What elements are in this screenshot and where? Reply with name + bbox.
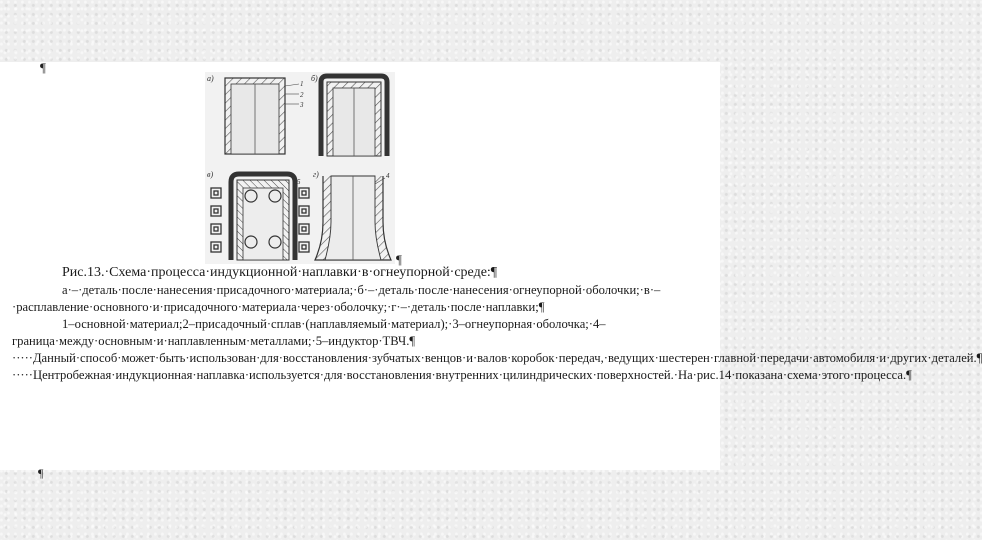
panel-d bbox=[313, 170, 391, 260]
callout-2: 2 bbox=[300, 91, 304, 99]
panel-a-label: а) bbox=[207, 74, 214, 83]
bottom-pilcrow: ¶ bbox=[38, 466, 44, 480]
panel-d-label: г) bbox=[313, 170, 319, 179]
document-text bbox=[12, 264, 982, 384]
callout-4: 4 bbox=[386, 172, 390, 180]
top-pilcrow: ¶ bbox=[40, 60, 46, 75]
figure-legend-parts: а·–·деталь·после·нанесения·присадочного·материала;·б·–·деталь·после·нанесения·огнеупорной·оболочки;·в·–·расплавление·основного·и·присадочного·материала·через·оболочку;·г·–·деталь·после·наплавки;¶ bbox=[12, 283, 661, 314]
figure-13-induction-cladding-scheme bbox=[205, 72, 395, 264]
figure-legend-numbers: 1–основной·материал;2–присадочный·сплав·(наплавляемый·материал);·3–огнеупорная·оболочка;·4–граница·между·основным·и·наплавленным·металлами;·5–индуктор·ТВЧ.¶ bbox=[12, 317, 606, 348]
figure-drawing bbox=[205, 72, 395, 264]
inductor-coils-right bbox=[299, 188, 309, 252]
panel-c-label: в) bbox=[207, 170, 214, 179]
panel-b bbox=[311, 74, 387, 156]
callout-1: 1 bbox=[300, 80, 304, 88]
figure-end-pilcrow: ¶ bbox=[396, 252, 402, 267]
figure-caption: Рис.13.·Схема·процесса·индукционной·наплавки·в·огнеупорной·среде:¶ bbox=[62, 265, 498, 280]
inductor-coils-left bbox=[211, 188, 221, 252]
panel-c bbox=[207, 170, 309, 260]
panel-b-label: б) bbox=[311, 74, 318, 83]
callout-3: 3 bbox=[300, 101, 304, 109]
paragraph-usage: ·····Данный·способ·может·быть·использован·для·восстановления·зубчатых·венцов·и·валов·коробок·передач,·ведущих·шестерен·главной·передачи·автомобиля·и·других·деталей.¶ bbox=[12, 351, 982, 365]
callout-5: 5 bbox=[297, 178, 301, 186]
paragraph-centrifugal: ·····Центробежная·индукционная·наплавка·используется·для·восстановления·внутренних·цилиндрических·поверхностей.·На·рис.14·показана·схема·этого·процесса.¶ bbox=[12, 368, 912, 382]
panel-a bbox=[207, 74, 304, 154]
